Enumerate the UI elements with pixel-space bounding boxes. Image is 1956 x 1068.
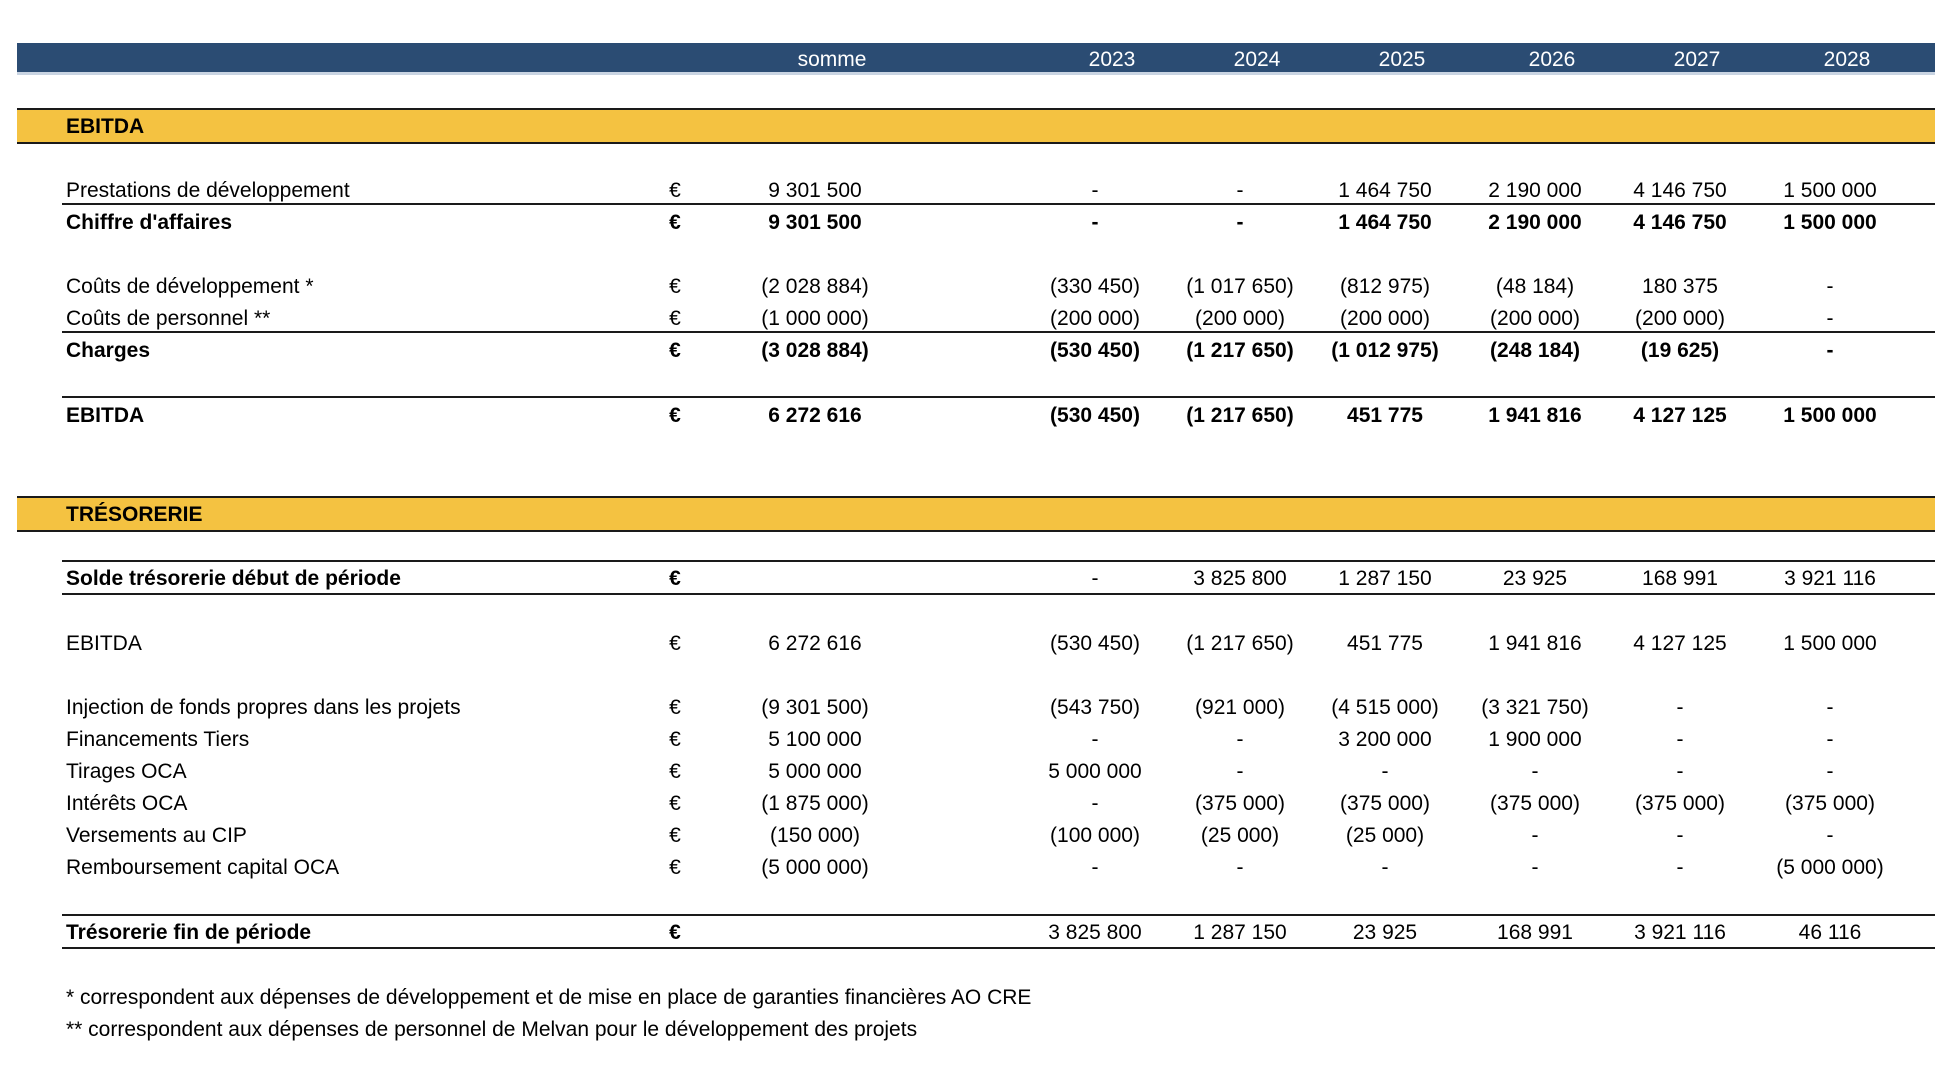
cell-2025: 451 775 [1347,404,1423,427]
cell-2024: (1 217 650) [1186,404,1294,427]
cell-2023: (200 000) [1050,307,1140,330]
cell-2028: 1 500 000 [1783,211,1877,234]
cell-2028: - [1826,760,1834,783]
table-row [0,270,1956,302]
row-label: Remboursement capital OCA [66,856,340,879]
cell-2024: (25 000) [1200,824,1280,847]
footnote: * correspondent aux dépenses de développement et de mise en place de garanties financières AO CRE [66,986,1032,1009]
cell-2026: - [1531,856,1539,879]
cell-2027: - [1676,824,1684,847]
cell-2023: 5 000 000 [1048,760,1142,783]
cell-2026: - [1531,760,1539,783]
table-row [0,819,1956,851]
currency-symbol: € [669,696,681,719]
cell-2025: 3 200 000 [1338,728,1432,751]
cell-2028: 1 500 000 [1783,404,1877,427]
cell-somme: (3 028 884) [761,339,869,362]
row-label: EBITDA [66,404,145,427]
cell-2027: - [1676,856,1684,879]
cell-somme: 9 301 500 [768,211,862,234]
cell-2028: - [1826,307,1834,330]
row-label: Coûts de développement * [66,275,314,298]
cell-2024: - [1236,728,1244,751]
currency-symbol: € [669,921,681,944]
row-label: EBITDA [66,632,142,655]
column-header-band [17,43,1935,75]
cell-2024: (921 000) [1195,696,1285,719]
cell-2024: - [1236,760,1244,783]
cell-2023: (530 450) [1050,404,1140,427]
currency-symbol: € [669,760,681,783]
currency-symbol: € [669,856,681,879]
cell-2025: 1 287 150 [1338,567,1432,590]
cell-2028: 46 116 [1798,921,1862,944]
cell-2026: - [1531,824,1539,847]
cell-2023: (100 000) [1050,824,1140,847]
cell-2026: (248 184) [1490,339,1580,362]
cell-2026: 2 190 000 [1488,179,1582,202]
cell-2028: - [1826,696,1834,719]
currency-symbol: € [669,339,681,362]
section-title: EBITDA [66,115,145,138]
cell-2025: 451 775 [1347,632,1423,655]
cell-2026: 2 190 000 [1488,211,1582,234]
cell-2027: 3 921 116 [1634,921,1726,944]
row-divider [62,947,1935,949]
cell-somme: (1 000 000) [761,307,869,330]
cell-2024: - [1236,211,1244,234]
table-row [0,174,1956,206]
cell-somme: (1 875 000) [761,792,869,815]
footnote: ** correspondent aux dépenses de personnel de Melvan pour le développement des projets [66,1018,918,1041]
row-label: Prestations de développement [66,179,350,202]
currency-symbol: € [669,179,681,202]
cell-2028: - [1826,275,1834,298]
cell-somme: 5 100 000 [768,728,862,751]
cell-2023: - [1091,728,1099,751]
cell-somme: 6 272 616 [768,404,862,427]
cell-2028: (375 000) [1785,792,1875,815]
row-label: Charges [66,339,151,362]
col-header-2028: 2028 [1823,48,1871,71]
col-header-2025: 2025 [1378,48,1426,71]
table-row-total [0,562,1956,594]
cell-2023: (330 450) [1050,275,1140,298]
cell-2025: 1 464 750 [1338,211,1432,234]
cell-2026: (200 000) [1490,307,1580,330]
cell-2028: (5 000 000) [1776,856,1884,879]
cell-2024: (1 017 650) [1186,275,1294,298]
currency-symbol: € [669,307,681,330]
cell-somme: (9 301 500) [761,696,869,719]
row-label: Financements Tiers [66,728,250,751]
row-label: Tirages OCA [66,760,187,783]
cell-2025: (812 975) [1340,275,1430,298]
cell-2027: - [1676,760,1684,783]
cell-2027: (19 625) [1640,339,1720,362]
table-row [0,851,1956,883]
currency-symbol: € [669,728,681,751]
table-row [0,755,1956,787]
cell-2026: (48 184) [1495,275,1575,298]
table-row [0,787,1956,819]
cell-2023: - [1091,856,1099,879]
cell-2027: - [1676,728,1684,751]
cell-2027: - [1676,696,1684,719]
section-header-ebitda [17,108,1935,144]
table-row [0,691,1956,723]
currency-symbol: € [669,211,681,234]
row-divider [62,331,1935,333]
cell-2023: - [1091,792,1099,815]
cell-2028: - [1826,728,1834,751]
table-row-total [0,916,1956,948]
table-row-total [0,399,1956,431]
row-divider [62,203,1935,205]
cell-2027: 4 127 125 [1633,404,1727,427]
cell-somme [735,916,895,948]
cell-2024: 3 825 800 [1193,567,1287,590]
cell-2025: (1 012 975) [1331,339,1439,362]
cell-2024: (375 000) [1195,792,1285,815]
cell-2025: - [1381,760,1389,783]
table-row-total [0,206,1956,238]
cell-2027: 180 375 [1642,275,1718,298]
row-divider [62,396,1935,398]
cell-2026: 1 941 816 [1488,632,1582,655]
cell-somme: 9 301 500 [768,179,862,202]
col-header-somme: somme [797,48,867,71]
currency-symbol: € [669,567,681,590]
cell-2025: - [1381,856,1389,879]
cell-2028: - [1826,339,1834,362]
cell-2025: (375 000) [1340,792,1430,815]
cell-2026: 1 900 000 [1488,728,1582,751]
col-header-2026: 2026 [1528,48,1576,71]
table-row [0,723,1956,755]
cell-2028: 1 500 000 [1783,632,1877,655]
row-label: Trésorerie fin de période [66,921,312,944]
cell-2026: 1 941 816 [1488,404,1582,427]
cell-2027: 4 127 125 [1633,632,1727,655]
cell-2027: 168 991 [1642,567,1718,590]
currency-symbol: € [669,404,681,427]
cell-2024: - [1236,856,1244,879]
cell-2027: (375 000) [1635,792,1725,815]
table-row [0,627,1956,659]
cell-somme: (150 000) [770,824,860,847]
cell-somme [735,562,895,594]
cell-2026: 168 991 [1497,921,1573,944]
cell-2024: (1 217 650) [1186,339,1294,362]
currency-symbol: € [669,632,681,655]
currency-symbol: € [669,792,681,815]
currency-symbol: € [669,275,681,298]
table-row [0,302,1956,334]
row-label: Chiffre d'affaires [66,211,233,234]
row-label: Intérêts OCA [66,792,188,815]
cell-2024: (1 217 650) [1186,632,1294,655]
cell-2023: 3 825 800 [1048,921,1142,944]
row-label: Injection de fonds propres dans les projets [66,696,461,719]
cell-2024: 1 287 150 [1193,921,1287,944]
cell-2023: (543 750) [1050,696,1140,719]
cell-2026: (375 000) [1490,792,1580,815]
row-label: Solde trésorerie début de période [66,567,401,590]
cell-2025: (200 000) [1340,307,1430,330]
cell-2023: - [1091,211,1099,234]
cell-2025: 1 464 750 [1338,179,1432,202]
row-label: Versements au CIP [66,824,247,847]
cell-2028: 1 500 000 [1783,179,1877,202]
cell-2027: 4 146 750 [1633,211,1727,234]
cell-2027: 4 146 750 [1633,179,1727,202]
cell-somme: (5 000 000) [761,856,869,879]
row-label: Coûts de personnel ** [66,307,271,330]
cell-2023: (530 450) [1050,339,1140,362]
cell-2025: (4 515 000) [1331,696,1439,719]
cell-2028: - [1826,824,1834,847]
cell-2023: - [1091,567,1099,590]
table-row-total [0,334,1956,366]
section-title: TRÉSORERIE [66,503,203,526]
cell-2025: (25 000) [1345,824,1425,847]
row-divider [62,593,1935,595]
cell-somme: (2 028 884) [761,275,869,298]
cell-somme: 5 000 000 [768,760,862,783]
cell-2026: (3 321 750) [1481,696,1589,719]
cell-2026: 23 925 [1502,567,1568,590]
section-header-tresorerie [17,496,1935,532]
col-header-2023: 2023 [1088,48,1136,71]
cell-2025: 23 925 [1352,921,1418,944]
cell-2023: (530 450) [1050,632,1140,655]
cell-2024: (200 000) [1195,307,1285,330]
col-header-2024: 2024 [1233,48,1281,71]
currency-symbol: € [669,824,681,847]
cell-2028: 3 921 116 [1784,567,1876,590]
cell-2024: - [1236,179,1244,202]
cell-2023: - [1091,179,1099,202]
cell-somme: 6 272 616 [768,632,862,655]
col-header-2027: 2027 [1673,48,1721,71]
cell-2027: (200 000) [1635,307,1725,330]
